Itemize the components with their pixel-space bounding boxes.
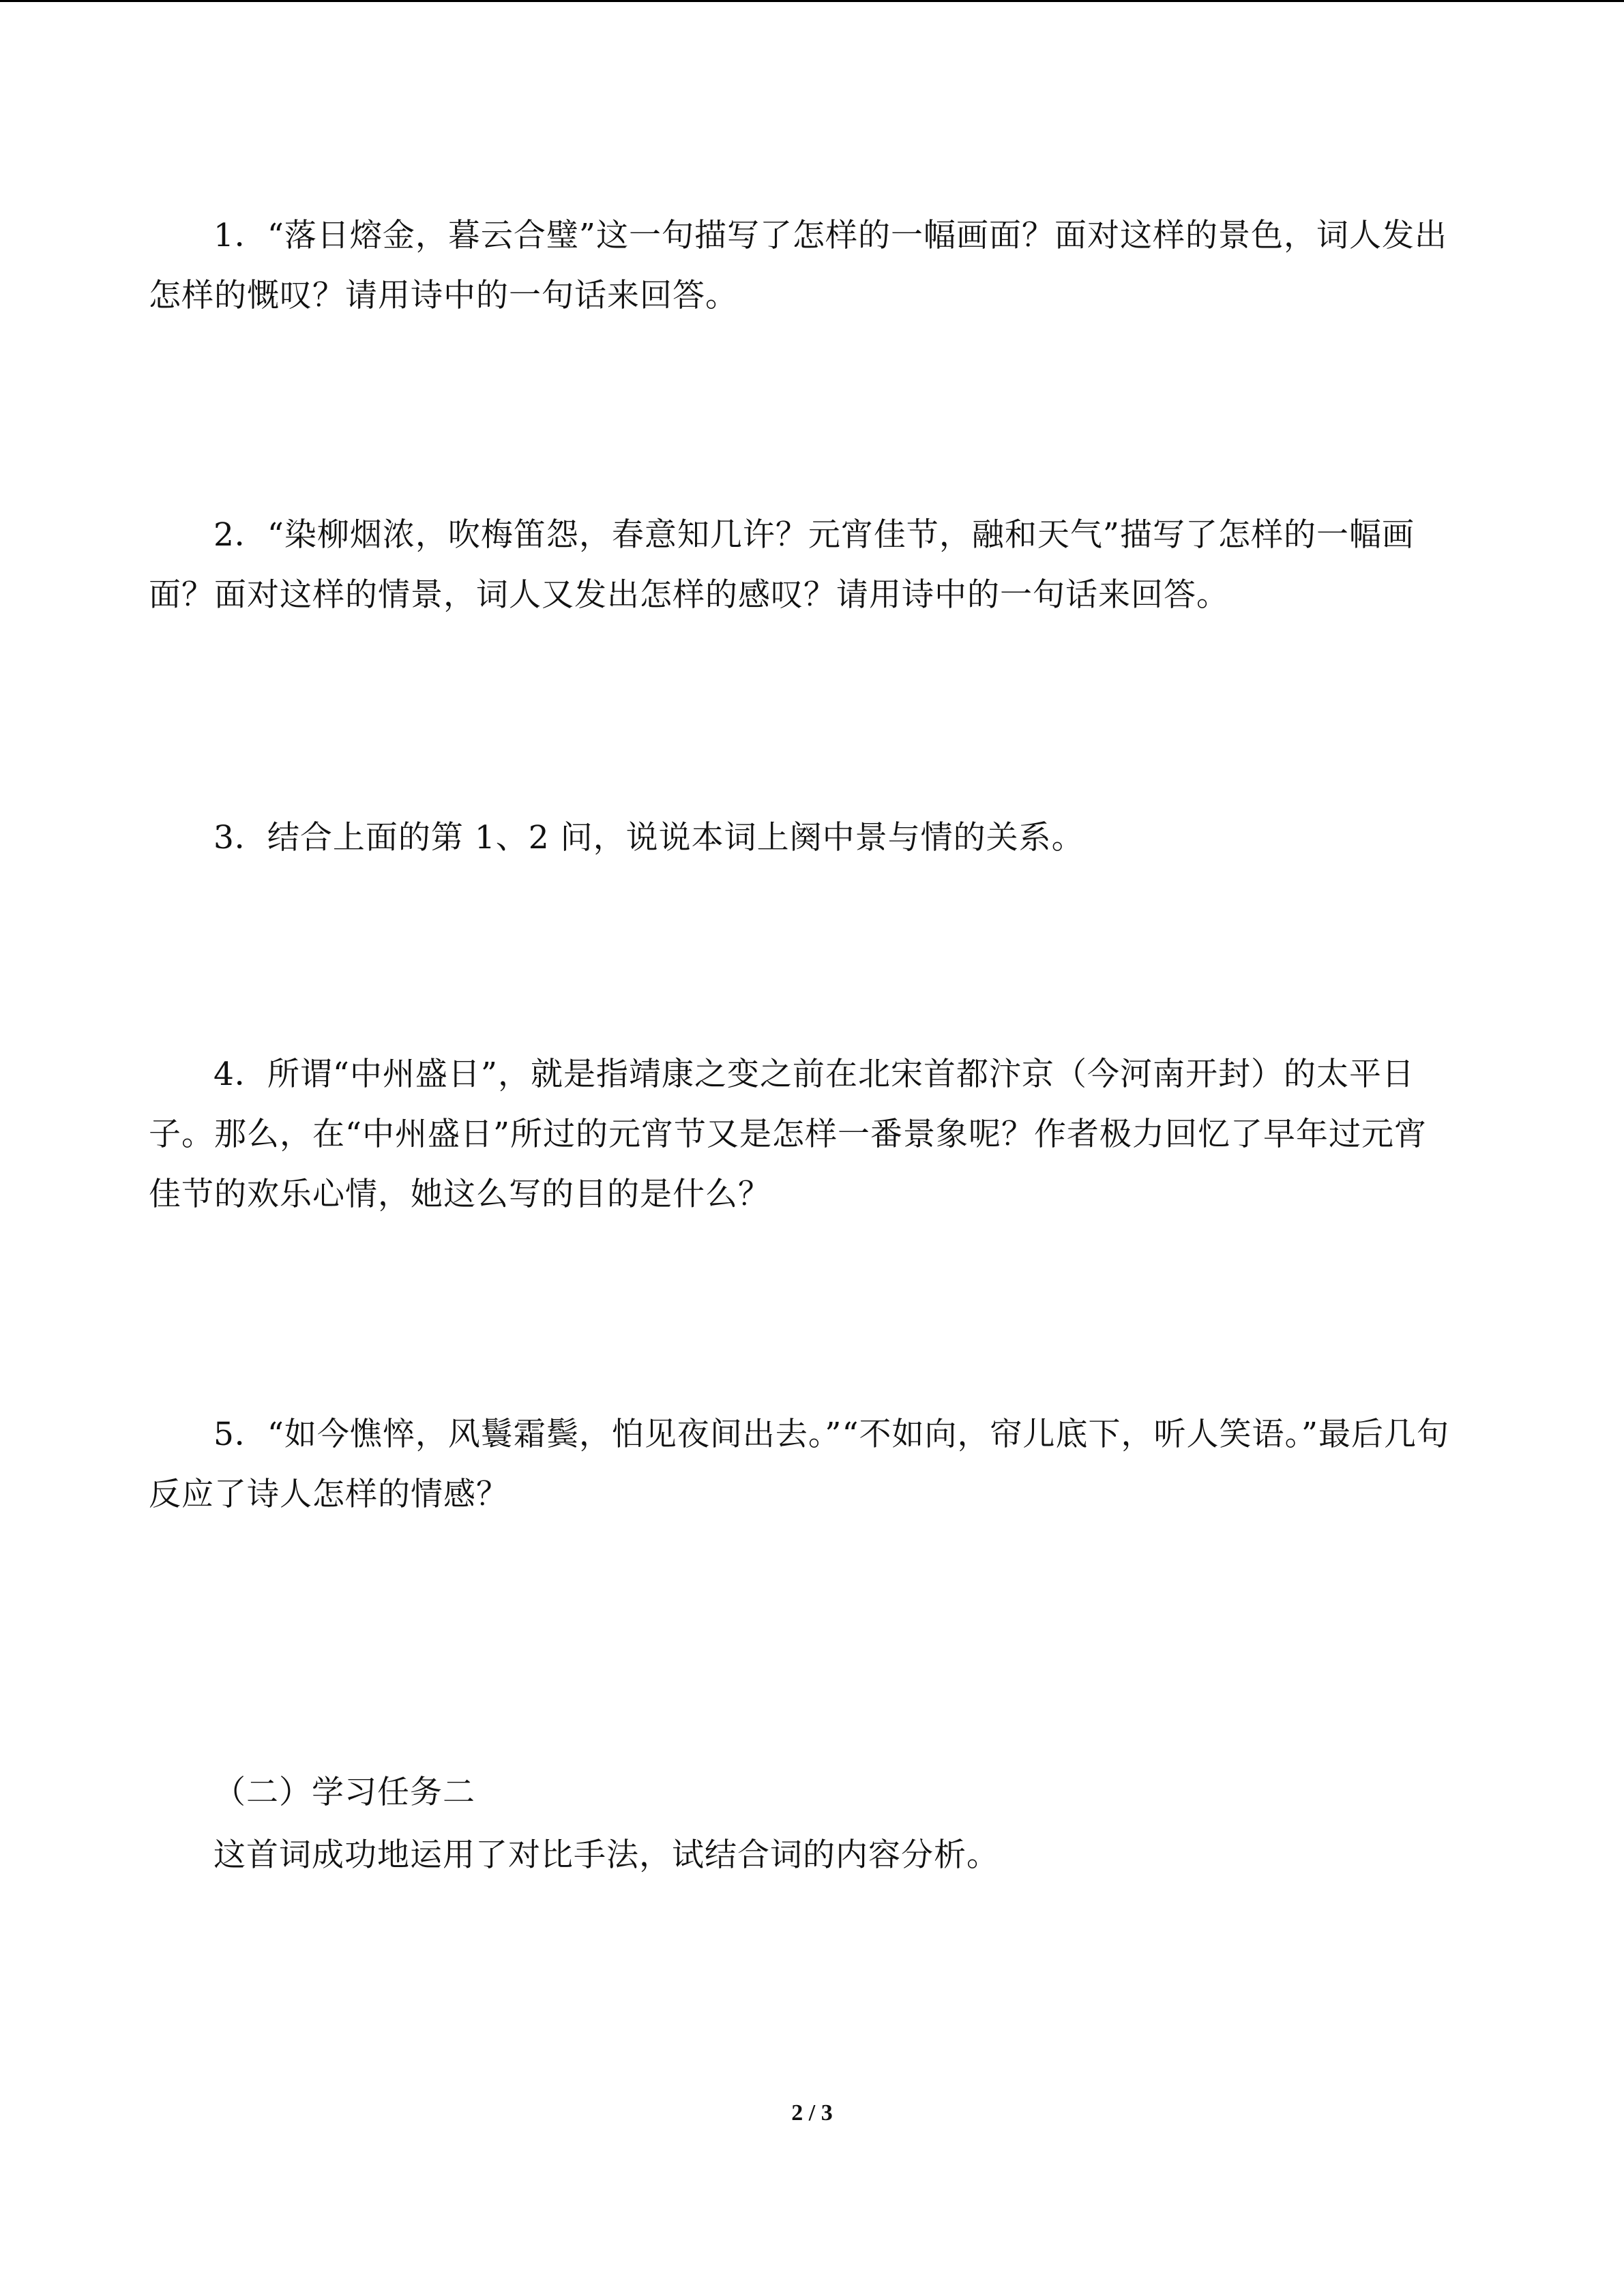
question-2-line-1: 2．“染柳烟浓，吹梅笛怨，春意知几许？元宵佳节，融和天气”描写了怎样的一幅画 [213, 516, 1415, 554]
question-5 [149, 1405, 1486, 1525]
question-1 [149, 206, 1486, 326]
question-4-line-2: 子。那么，在“中州盛日”所过的元宵节又是怎样一番景象呢？作者极力回忆了早年过元宵 [149, 1116, 1428, 1153]
question-3 [149, 808, 1486, 868]
question-4-line-3: 佳节的欢乐心情，她这么写的目的是什么？ [149, 1176, 771, 1213]
page-number: 2 / 3 [791, 2100, 833, 2126]
page-top-border [0, 0, 1624, 2]
question-1-line-2: 怎样的慨叹？请用诗中的一句话来回答。 [149, 277, 738, 314]
question-2 [149, 505, 1486, 625]
question-2-line-2: 面？面对这样的情景，词人又发出怎样的感叹？请用诗中的一句话来回答。 [149, 576, 1229, 614]
question-3-line-1: 3．结合上面的第 1、2 问，说说本词上阕中景与情的关系。 [213, 819, 1084, 856]
question-4-line-1: 4．所谓“中州盛日”，就是指靖康之变之前在北宋首都汴京（今河南开封）的太平日 [213, 1056, 1415, 1093]
question-4 [149, 1045, 1486, 1225]
question-5-line-1: 5．“如今憔悴，风鬟霜鬓，怕见夜间出去。”“不如向，帘儿底下，听人笑语。”最后几句 [213, 1416, 1450, 1453]
task-two-heading: （二）学习任务二 [213, 1774, 475, 1811]
question-5-line-2: 反应了诗人怎样的情感？ [149, 1476, 509, 1513]
task-two-body: 这首词成功地运用了对比手法，试结合词的内容分析。 [213, 1836, 999, 1874]
question-1-line-1: 1．“落日熔金，暮云合璧”这一句描写了怎样的一幅画面？面对这样的景色，词人发出 [213, 217, 1447, 254]
